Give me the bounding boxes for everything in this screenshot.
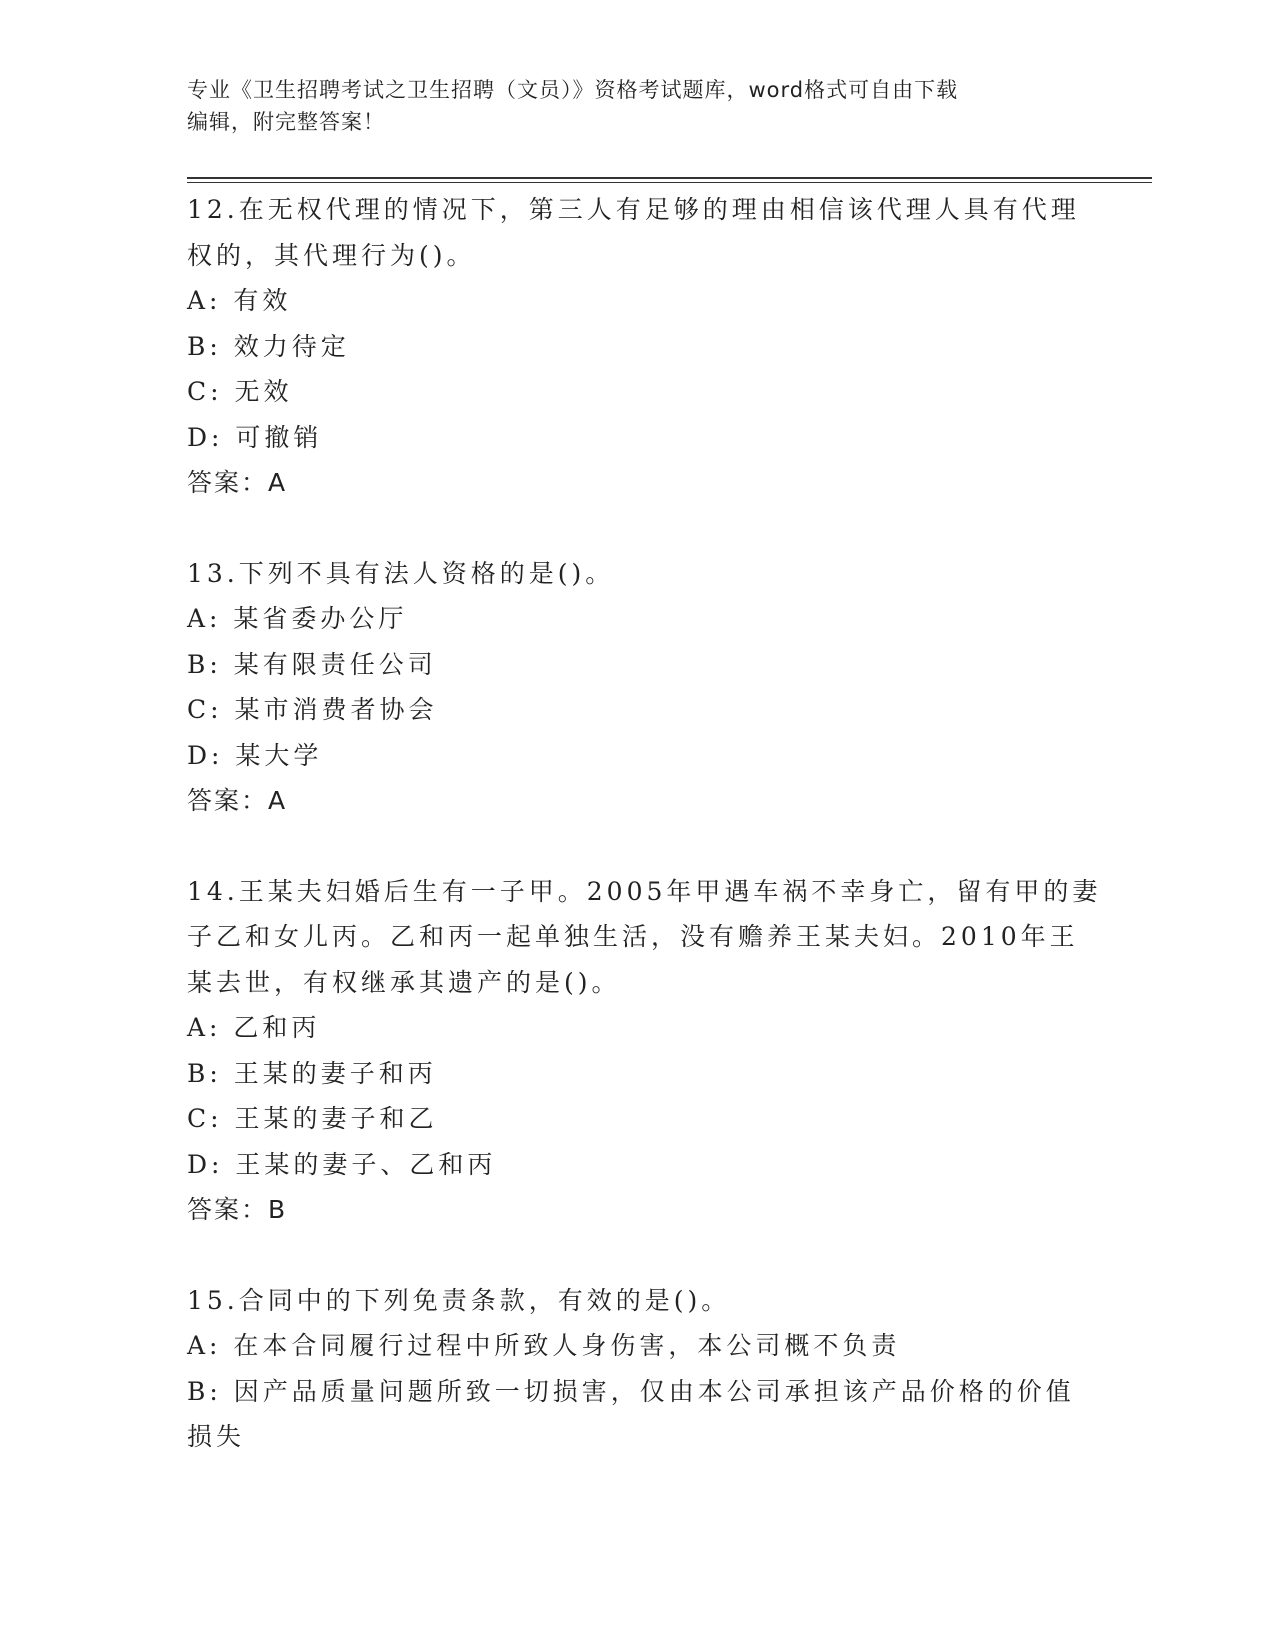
option-b: B: 某有限责任公司 — [187, 649, 437, 679]
option-a: A: 有效 — [187, 286, 292, 315]
option-a: A: 某省委办公厅 — [187, 604, 408, 633]
option-b: B: 效力待定 — [187, 331, 350, 361]
question-stem — [187, 551, 1087, 597]
stem-line: 某去世，有权继承其遗产的是()。 — [187, 967, 621, 997]
option-b: B: 因产品质量问题所致一切损害，仅由本公司承担该产品价格的价值 — [187, 1376, 1075, 1406]
question-stem — [187, 1278, 1087, 1324]
question-15 — [187, 1278, 1087, 1460]
option-c: C: 无效 — [187, 377, 293, 406]
question-stem — [187, 869, 1102, 1006]
option-b: B: 王某的妻子和丙 — [187, 1058, 437, 1088]
answer-label: 答案：B — [187, 1195, 288, 1224]
document-header — [187, 74, 1087, 138]
option-a: A: 在本合同履行过程中所致人身伤害，本公司概不负责 — [187, 1331, 901, 1360]
question-12 — [187, 187, 1087, 506]
stem-line: 13.下列不具有法人资格的是()。 — [187, 558, 615, 588]
header-divider-thick — [187, 177, 1152, 179]
stem-line: 14.王某夫妇婚后生有一子甲。2005年甲遇车祸不幸身亡，留有甲的妻 — [187, 876, 1102, 906]
option-d: D: 王某的妻子、乙和丙 — [187, 1149, 497, 1179]
option-c: C: 某市消费者协会 — [187, 695, 438, 724]
header-line-2: 编辑，附完整答案！ — [187, 110, 385, 134]
option-b-continued: 损失 — [187, 1422, 246, 1451]
question-stem — [187, 187, 1087, 278]
option-d: D: 某大学 — [187, 740, 323, 770]
question-14 — [187, 869, 1102, 1233]
header-line-1: 专业《卫生招聘考试之卫生招聘（文员）》资格考试题库，word格式可自由下载 — [187, 78, 959, 102]
answer-label: 答案：A — [187, 786, 288, 815]
header-divider-thin — [187, 182, 1152, 183]
stem-line: 15.合同中的下列免责条款，有效的是()。 — [187, 1285, 731, 1315]
option-d: D: 可撤销 — [187, 422, 323, 452]
answer-label: 答案：A — [187, 468, 288, 497]
stem-line: 12.在无权代理的情况下，第三人有足够的理由相信该代理人具有代理 — [187, 195, 1080, 224]
stem-line: 子乙和女儿丙。乙和丙一起单独生活，没有赡养王某夫妇。2010年王 — [187, 922, 1079, 951]
option-c: C: 王某的妻子和乙 — [187, 1104, 438, 1133]
option-a: A: 乙和丙 — [187, 1013, 321, 1042]
question-list — [187, 187, 1102, 1505]
question-13 — [187, 551, 1087, 824]
stem-line: 权的，其代理行为()。 — [187, 240, 476, 270]
